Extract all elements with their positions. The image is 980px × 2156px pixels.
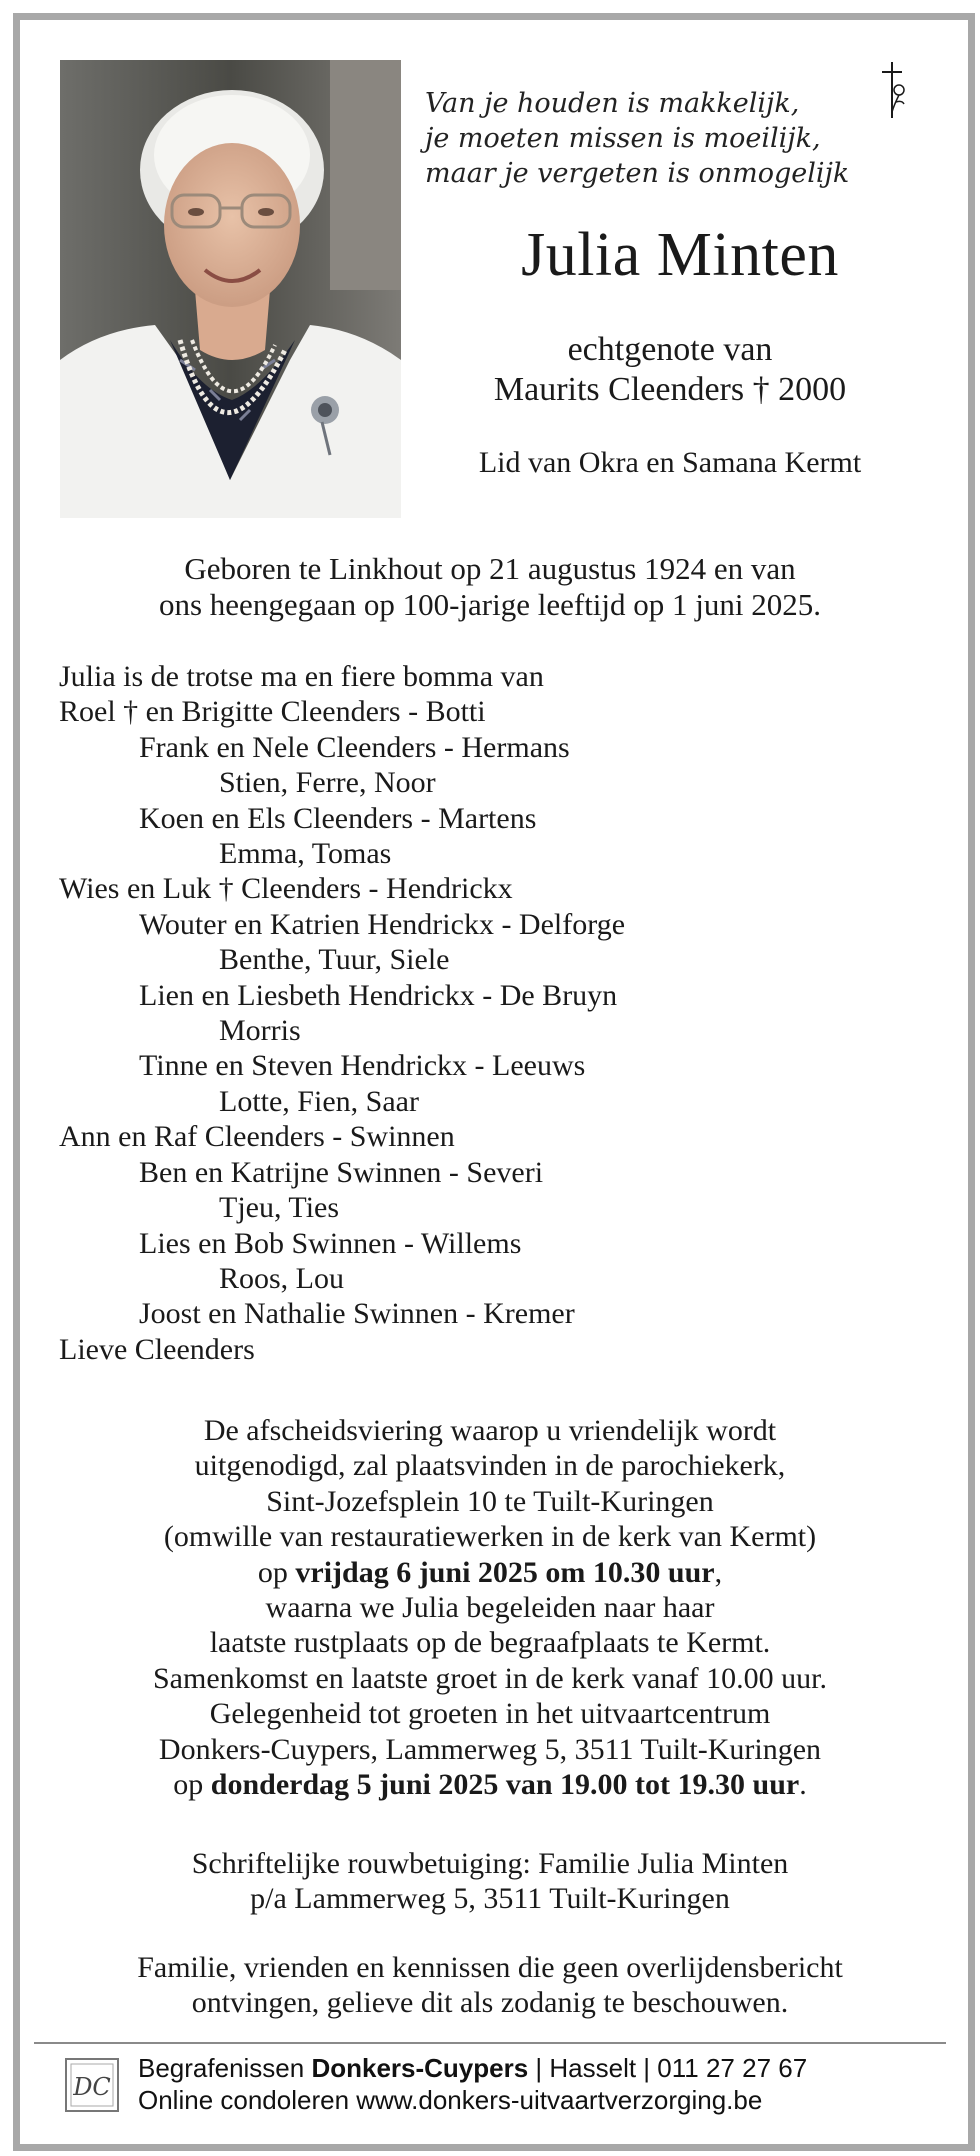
funeral-home-logo: [64, 2057, 120, 2113]
service-line: laatste rustplaats op de begraafplaats te Kermt.: [209, 1626, 771, 1660]
born-line: ons heengegaan op 100-jarige leeftijd op 1 juni 2025.: [158, 587, 822, 622]
family-line: Lien en Liesbeth Hendrickx - De Bruyn: [139, 978, 618, 1012]
motto: [425, 86, 849, 191]
family-intro: Julia is de trotse ma en fiere bomma van: [59, 660, 544, 693]
family-line: Wies en Luk † Cleenders - Hendrickx: [59, 872, 513, 906]
family-line: Koen en Els Cleenders - Martens: [139, 801, 537, 835]
condolence-address: [20, 1846, 960, 1917]
family-line: Roos, Lou: [219, 1261, 345, 1295]
spouse-line: echtgenote van: [567, 331, 773, 368]
service-line: Samenkomst en laatste groet in de kerk vanaf 10.00 uur.: [153, 1661, 827, 1695]
logo-text: DC: [73, 2073, 111, 2101]
divider: [34, 2042, 946, 2044]
visitation-date: donderdag 5 juni 2025 van 19.00 tot 19.30 uur: [210, 1768, 800, 1802]
family-line: Benthe, Tuur, Siele: [219, 943, 450, 977]
text: Begrafenissen: [138, 2053, 312, 2083]
family-line: Emma, Tomas: [219, 837, 392, 871]
motto-line: je moeten missen is moeilijk,: [425, 123, 821, 154]
family-line: Lies en Bob Swinnen - Willems: [139, 1226, 522, 1260]
service-line: (omwille van restauratiewerken in de kerk van Kermt): [163, 1520, 817, 1554]
deceased-name: Julia Minten: [521, 221, 839, 289]
text: op: [173, 1768, 211, 1802]
footer-website[interactable]: Online condoleren www.donkers-uitvaartverzorging.be: [138, 2085, 763, 2115]
footer-line: [138, 2052, 807, 2084]
service-line: De afscheidsviering waarop u vriendelijk wordt: [203, 1414, 777, 1447]
family-line: Roel † en Brigitte Cleenders - Botti: [59, 695, 486, 729]
service-line: Sint-Jozefsplein 10 te Tuilt-Kuringen: [266, 1484, 714, 1518]
text: ,: [714, 1555, 723, 1589]
family-line: Ann en Raf Cleenders - Swinnen: [59, 1120, 455, 1154]
family-list: [59, 659, 625, 1367]
service-info: [20, 1413, 960, 1802]
spouse-info: [440, 330, 900, 410]
service-line: [20, 1767, 960, 1802]
text: | Hasselt | 011 27 27 67: [528, 2053, 808, 2083]
motto-line: maar je vergeten is onmogelijk: [425, 158, 850, 189]
family-line: Tinne en Steven Hendrickx - Leeuws: [139, 1049, 586, 1083]
spouse-line: Maurits Cleenders † 2000: [493, 371, 847, 408]
service-line: Donkers-Cuypers, Lammerweg 5, 3511 Tuilt-Kuringen: [158, 1732, 822, 1766]
notice-text: [20, 1950, 960, 2021]
born-line: Geboren te Linkhout op 21 augustus 1924 en van: [184, 551, 796, 586]
funeral-home-name: Donkers-Cuypers: [311, 2053, 529, 2083]
family-lines: [59, 694, 625, 1367]
portrait-photo: [60, 60, 401, 518]
text: op: [257, 1555, 296, 1589]
text: .: [799, 1768, 807, 1802]
family-line: Lieve Cleenders: [59, 1332, 255, 1366]
service-line: [20, 1555, 960, 1590]
service-line: uitgenodigd, zal plaatsvinden in de parochiekerk,: [194, 1449, 786, 1483]
cross-with-rose-icon: [872, 60, 912, 120]
family-line: Lotte, Fien, Saar: [219, 1084, 419, 1118]
family-line: Frank en Nele Cleenders - Hermans: [139, 730, 570, 764]
family-line: Wouter en Katrien Hendrickx - Delforge: [139, 907, 626, 941]
motto-line: Van je houden is makkelijk,: [425, 88, 800, 119]
membership: Lid van Okra en Samana Kermt: [478, 446, 862, 479]
service-line: waarna we Julia begeleiden naar haar: [265, 1591, 715, 1625]
family-line: Morris: [219, 1014, 301, 1048]
family-line: Tjeu, Ties: [219, 1191, 340, 1225]
birth-death-info: [20, 551, 960, 623]
notice-line: Familie, vrienden en kennissen die geen overlijdensbericht: [137, 1951, 843, 1984]
notice-line: ontvingen, gelieve dit als zodanig te beschouwen.: [191, 1986, 789, 2020]
service-date: vrijdag 6 juni 2025 om 10.30 uur: [295, 1555, 715, 1589]
footer: [138, 2052, 807, 2116]
family-line: Ben en Katrijne Swinnen - Severi: [139, 1155, 544, 1189]
condolence-line: p/a Lammerweg 5, 3511 Tuilt-Kuringen: [250, 1882, 730, 1916]
condolence-line: Schriftelijke rouwbetuiging: Familie Julia Minten: [191, 1847, 789, 1880]
family-line: Joost en Nathalie Swinnen - Kremer: [139, 1297, 575, 1331]
service-line: Gelegenheid tot groeten in het uitvaartcentrum: [209, 1697, 771, 1731]
family-line: Stien, Ferre, Noor: [219, 766, 436, 800]
